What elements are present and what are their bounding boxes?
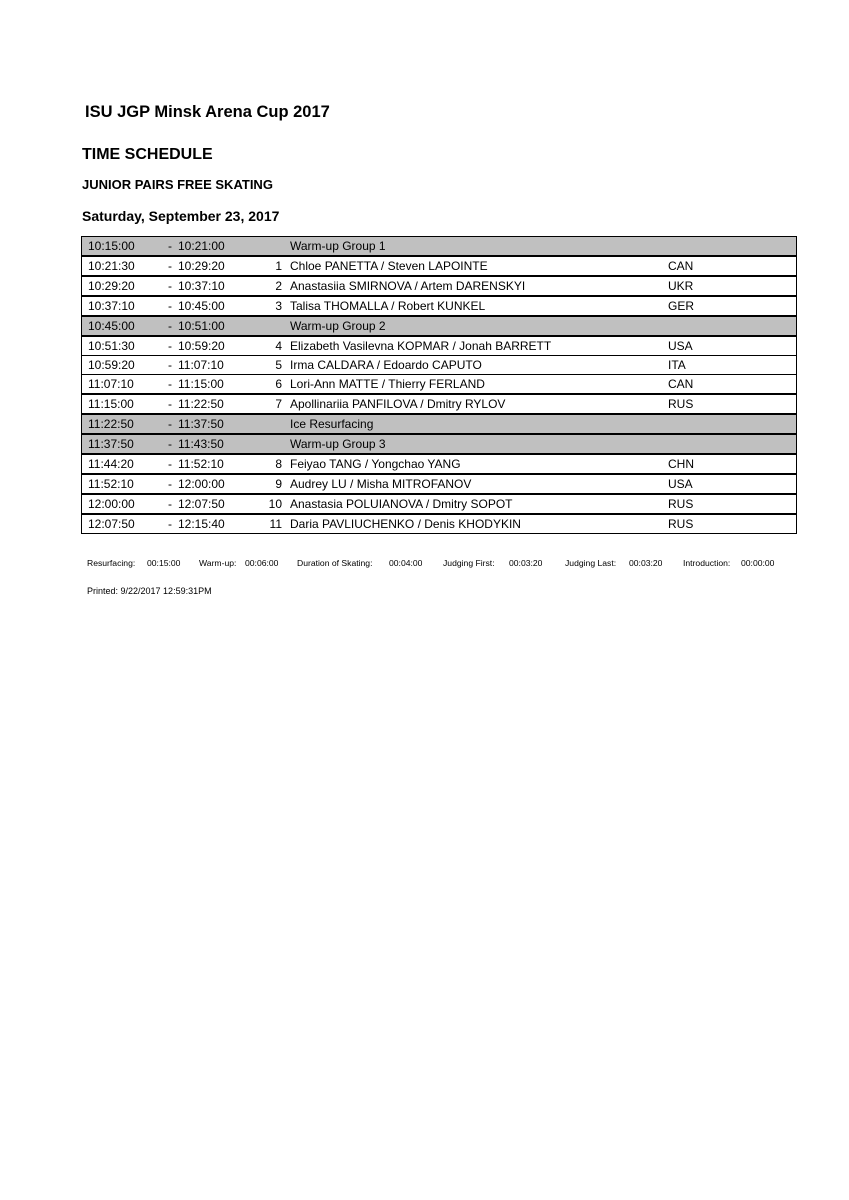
skater-names: Talisa THOMALLA / Robert KUNKEL: [290, 296, 668, 316]
time-separator: -: [162, 454, 178, 474]
schedule-date: Saturday, September 23, 2017: [82, 208, 280, 224]
start-time: 10:29:20: [82, 276, 163, 296]
schedule-row-break: [82, 237, 797, 257]
schedule-body: [82, 237, 797, 534]
start-time: 12:07:50: [82, 514, 163, 534]
starting-number: 4: [258, 336, 290, 356]
nation-code: [668, 414, 797, 434]
time-separator: -: [162, 434, 178, 454]
start-time: 10:59:20: [82, 356, 163, 375]
start-time: 11:44:20: [82, 454, 163, 474]
start-time: 11:22:50: [82, 414, 163, 434]
time-separator: -: [162, 394, 178, 414]
start-time: 11:15:00: [82, 394, 163, 414]
nation-code: [668, 237, 797, 257]
skater-names: Lori-Ann MATTE / Thierry FERLAND: [290, 375, 668, 395]
nation-code: GER: [668, 296, 797, 316]
skater-names: Apollinariia PANFILOVA / Dmitry RYLOV: [290, 394, 668, 414]
skater-names: Anastasiia SMIRNOVA / Artem DARENSKYI: [290, 276, 668, 296]
schedule-row: [82, 494, 797, 514]
skater-names: Feiyao TANG / Yongchao YANG: [290, 454, 668, 474]
starting-number: 2: [258, 276, 290, 296]
end-time: 10:51:00: [178, 316, 258, 336]
warmup-label: Warm-up:: [199, 558, 237, 568]
starting-number: 10: [258, 494, 290, 514]
end-time: 12:15:40: [178, 514, 258, 534]
schedule-row-break: [82, 434, 797, 454]
schedule-row: [82, 256, 797, 276]
time-separator: -: [162, 474, 178, 494]
segment-title: JUNIOR PAIRS FREE SKATING: [82, 177, 273, 192]
schedule-row: [82, 276, 797, 296]
starting-number: [258, 434, 290, 454]
skater-names: Elizabeth Vasilevna KOPMAR / Jonah BARRETT: [290, 336, 668, 356]
time-separator: -: [162, 256, 178, 276]
skater-names: Irma CALDARA / Edoardo CAPUTO: [290, 356, 668, 375]
start-time: 10:45:00: [82, 316, 163, 336]
event-title: ISU JGP Minsk Arena Cup 2017: [85, 103, 330, 121]
skater-names: Warm-up Group 2: [290, 316, 668, 336]
end-time: 10:29:20: [178, 256, 258, 276]
judging-first-value: 00:03:20: [509, 558, 543, 568]
time-separator: -: [162, 494, 178, 514]
skater-names: Warm-up Group 3: [290, 434, 668, 454]
nation-code: UKR: [668, 276, 797, 296]
time-separator: -: [162, 316, 178, 336]
schedule-row: [82, 375, 797, 395]
time-separator: -: [162, 514, 178, 534]
printed-timestamp: Printed: 9/22/2017 12:59:31PM: [87, 586, 212, 596]
nation-code: CHN: [668, 454, 797, 474]
time-separator: -: [162, 414, 178, 434]
starting-number: 1: [258, 256, 290, 276]
schedule-row: [82, 356, 797, 375]
end-time: 12:07:50: [178, 494, 258, 514]
time-separator: -: [162, 276, 178, 296]
time-separator: -: [162, 336, 178, 356]
resurfacing-value: 00:15:00: [147, 558, 181, 568]
schedule-row: [82, 514, 797, 534]
schedule-row: [82, 336, 797, 356]
timing-summary: [87, 558, 787, 568]
end-time: 11:43:50: [178, 434, 258, 454]
end-time: 11:15:00: [178, 375, 258, 395]
end-time: 11:37:50: [178, 414, 258, 434]
nation-code: CAN: [668, 375, 797, 395]
start-time: 11:07:10: [82, 375, 163, 395]
starting-number: 5: [258, 356, 290, 375]
end-time: 10:45:00: [178, 296, 258, 316]
nation-code: RUS: [668, 494, 797, 514]
time-separator: -: [162, 375, 178, 395]
start-time: 11:52:10: [82, 474, 163, 494]
starting-number: [258, 316, 290, 336]
time-separator: -: [162, 356, 178, 375]
schedule-row-break: [82, 316, 797, 336]
starting-number: 9: [258, 474, 290, 494]
end-time: 11:07:10: [178, 356, 258, 375]
starting-number: [258, 414, 290, 434]
judging-last-value: 00:03:20: [629, 558, 663, 568]
starting-number: 3: [258, 296, 290, 316]
time-separator: -: [162, 237, 178, 257]
nation-code: [668, 434, 797, 454]
introduction-value: 00:00:00: [741, 558, 775, 568]
nation-code: CAN: [668, 256, 797, 276]
warmup-value: 00:06:00: [245, 558, 279, 568]
skater-names: Ice Resurfacing: [290, 414, 668, 434]
start-time: 12:00:00: [82, 494, 163, 514]
judging-last-label: Judging Last:: [565, 558, 617, 568]
end-time: 11:22:50: [178, 394, 258, 414]
skater-names: Anastasia POLUIANOVA / Dmitry SOPOT: [290, 494, 668, 514]
starting-number: 8: [258, 454, 290, 474]
starting-number: [258, 237, 290, 257]
starting-number: 7: [258, 394, 290, 414]
end-time: 10:37:10: [178, 276, 258, 296]
start-time: 10:51:30: [82, 336, 163, 356]
resurfacing-label: Resurfacing:: [87, 558, 136, 568]
end-time: 11:52:10: [178, 454, 258, 474]
nation-code: [668, 316, 797, 336]
judging-first-label: Judging First:: [443, 558, 495, 568]
document-title: TIME SCHEDULE: [82, 146, 213, 163]
time-separator: -: [162, 296, 178, 316]
introduction-label: Introduction:: [683, 558, 731, 568]
start-time: 11:37:50: [82, 434, 163, 454]
start-time: 10:15:00: [82, 237, 163, 257]
schedule-row: [82, 296, 797, 316]
starting-number: 11: [258, 514, 290, 534]
nation-code: ITA: [668, 356, 797, 375]
starting-number: 6: [258, 375, 290, 395]
nation-code: RUS: [668, 514, 797, 534]
duration-value: 00:04:00: [389, 558, 423, 568]
end-time: 10:21:00: [178, 237, 258, 257]
start-time: 10:37:10: [82, 296, 163, 316]
end-time: 12:00:00: [178, 474, 258, 494]
schedule-row-break: [82, 414, 797, 434]
schedule-row: [82, 454, 797, 474]
nation-code: RUS: [668, 394, 797, 414]
nation-code: USA: [668, 336, 797, 356]
duration-label: Duration of Skating:: [297, 558, 373, 568]
schedule-row: [82, 474, 797, 494]
schedule-row: [82, 394, 797, 414]
schedule-table: [81, 236, 797, 534]
skater-names: Warm-up Group 1: [290, 237, 668, 257]
skater-names: Daria PAVLIUCHENKO / Denis KHODYKIN: [290, 514, 668, 534]
skater-names: Chloe PANETTA / Steven LAPOINTE: [290, 256, 668, 276]
end-time: 10:59:20: [178, 336, 258, 356]
nation-code: USA: [668, 474, 797, 494]
start-time: 10:21:30: [82, 256, 163, 276]
skater-names: Audrey LU / Misha MITROFANOV: [290, 474, 668, 494]
